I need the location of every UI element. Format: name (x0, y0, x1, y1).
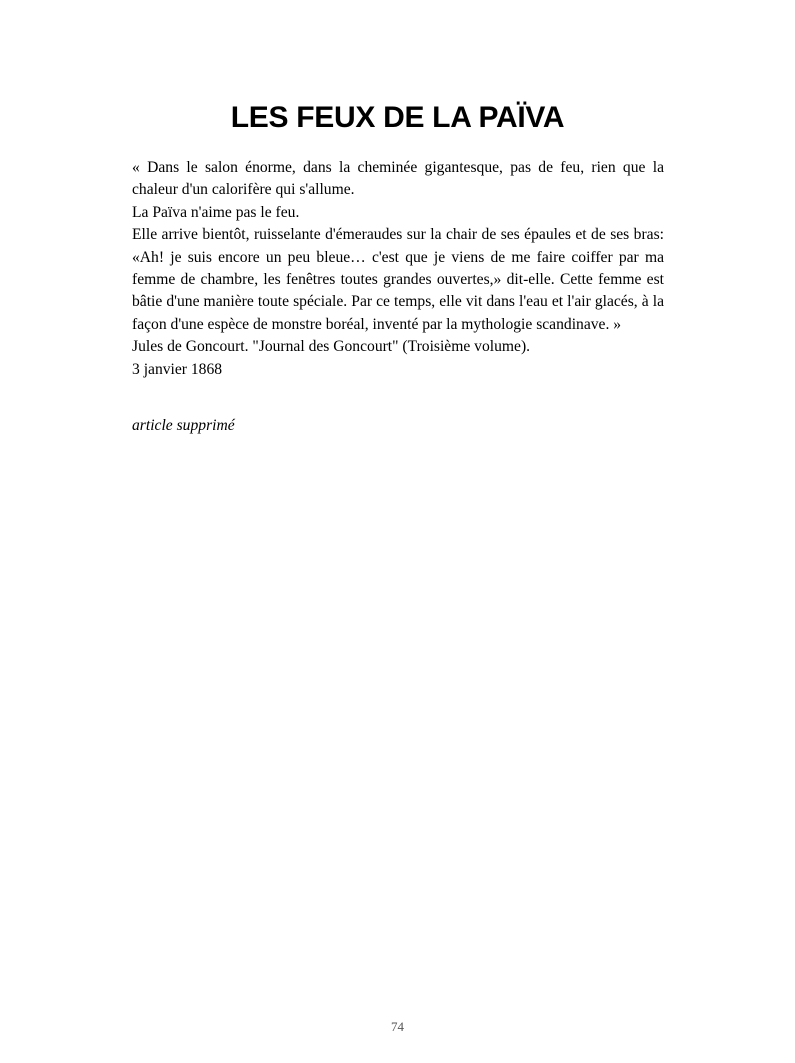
paragraph-paiva-fire: La Païva n'aime pas le feu. (132, 203, 300, 221)
paragraph-date: 3 janvier 1868 (132, 360, 223, 378)
paragraph-quote-main: Elle arrive bientôt, ruisselante d'émeraudes sur la chair de ses épaules et de ses bras: «Ah! je suis encore un peu bleue… c'est que je viens de me faire coiffer par ma femme de chambre, les fenêtres toutes grandes ouvertes,» dit-elle. Cette femme est bâtie d'une manière toute spéciale. Par ce temps, elle vit dans l'eau et l'air glacés, à la façon d'une espèce de monstre boréal, inventé par la mythologie scandinave. » (132, 226, 664, 333)
paragraph-source: Jules de Goncourt. "Journal des Goncourt" (Troisième volume). (132, 338, 531, 356)
paragraph-quote-opening: « Dans le salon énorme, dans la cheminée gigantesque, pas de feu, rien que la chaleur d'un calorifère qui s'allume. (132, 159, 664, 199)
article-note: article supprimé (132, 417, 235, 434)
page-title: LES FEUX DE LA PAÏVA (230, 101, 565, 134)
page-number: 74 (391, 1019, 404, 1034)
article-body (132, 157, 664, 381)
